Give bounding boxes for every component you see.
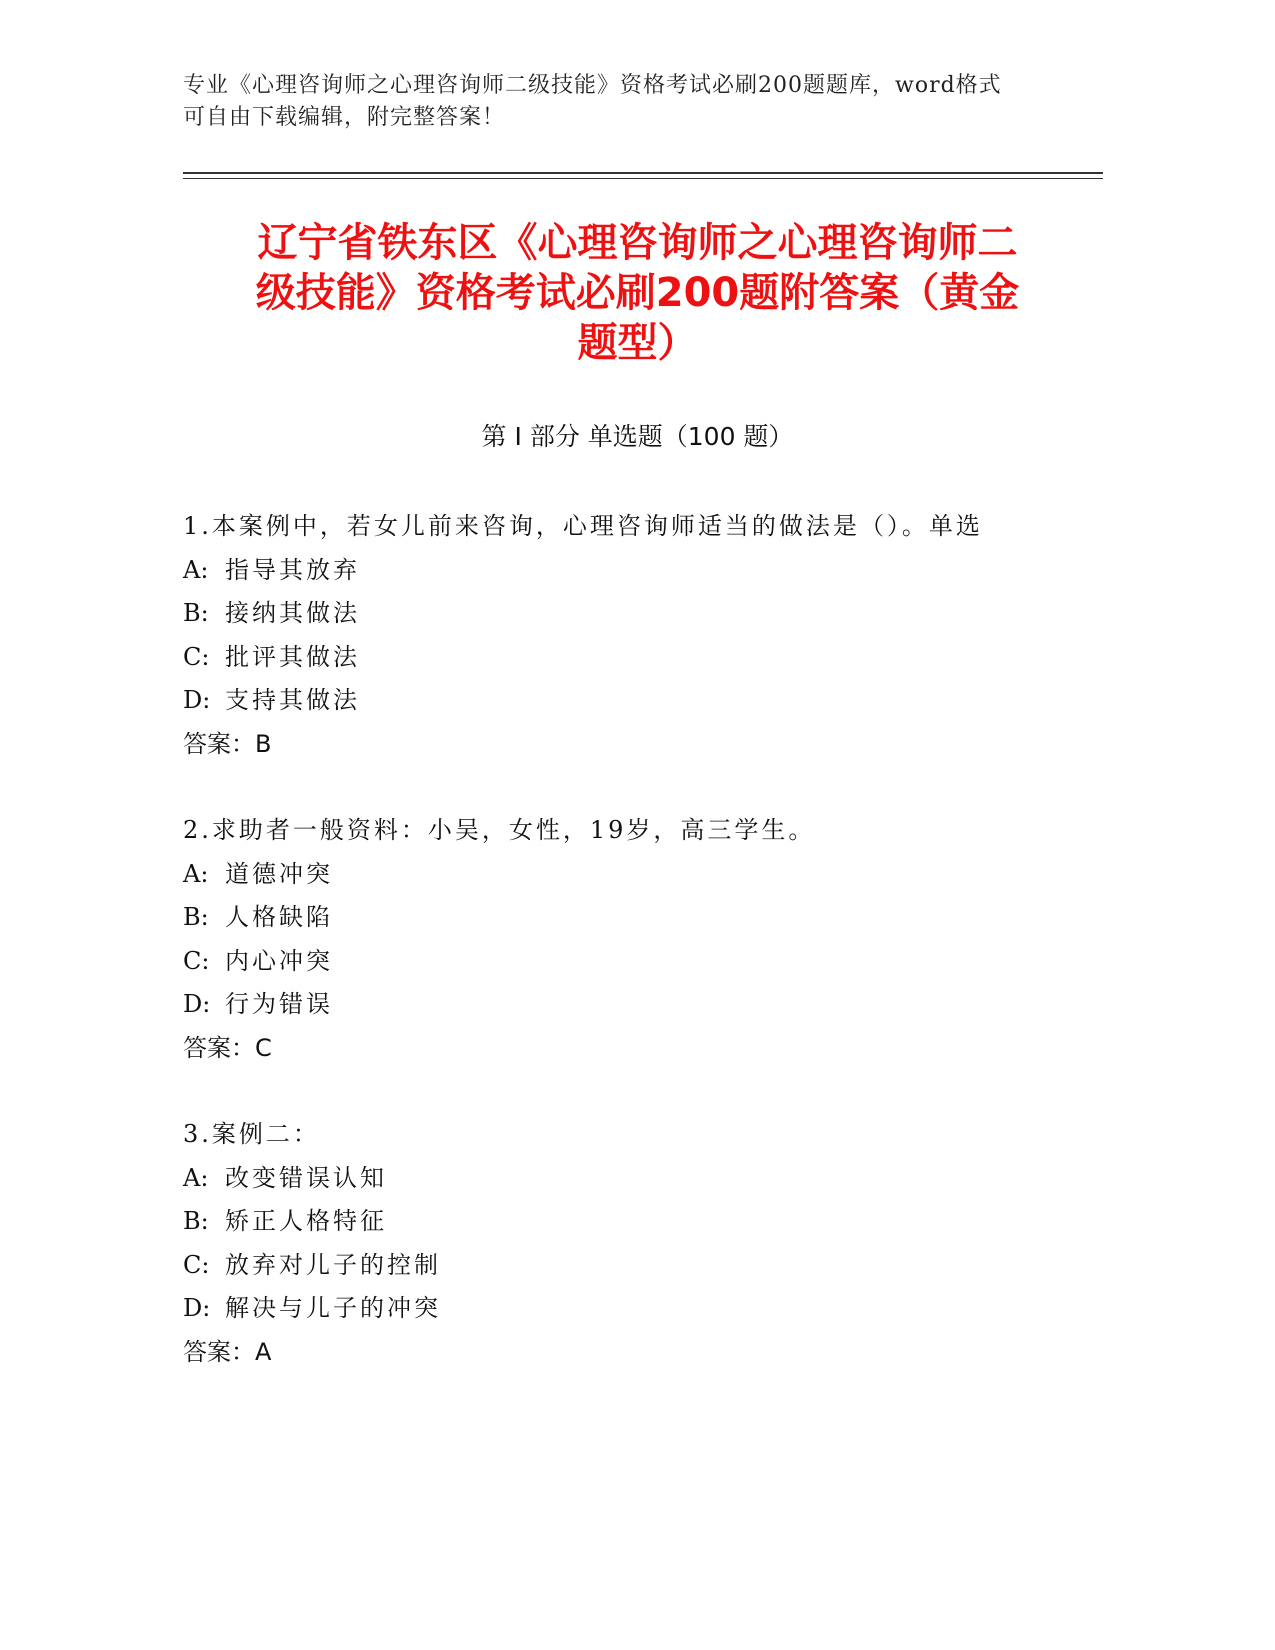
question-2	[183, 809, 1063, 1070]
option-text: 道德冲突	[225, 859, 333, 888]
option-letter: B:	[183, 903, 209, 931]
option-c	[183, 1244, 1063, 1288]
option-letter: C:	[183, 946, 210, 975]
option-letter: D:	[183, 686, 211, 714]
option-text: 行为错误	[225, 990, 333, 1018]
option-b	[183, 896, 1063, 940]
option-c	[183, 940, 1063, 984]
option-text: 指导其放弃	[225, 555, 360, 584]
option-letter: C:	[183, 642, 210, 671]
option-text: 人格缺陷	[225, 903, 333, 931]
header-divider-thick	[183, 172, 1103, 174]
question-stem: 3.案例二：	[183, 1120, 320, 1148]
option-text: 内心冲突	[225, 946, 333, 975]
option-c	[183, 636, 1063, 680]
answer-line: 答案：C	[183, 1033, 272, 1062]
answer-line: 答案：A	[183, 1337, 272, 1366]
option-d	[183, 983, 1063, 1027]
header-divider-thin	[183, 178, 1103, 179]
option-letter: B:	[183, 1207, 209, 1235]
document-title-line-3: 题型）	[577, 320, 698, 366]
option-b	[183, 1200, 1063, 1244]
option-text: 解决与儿子的冲突	[225, 1294, 441, 1322]
intro-line-1: 专业《心理咨询师之心理咨询师二级技能》资格考试必刷200题题库，word格式	[183, 73, 1002, 98]
option-text: 改变错误认知	[225, 1163, 387, 1192]
option-a	[183, 853, 1063, 897]
document-title-line-1: 辽宁省铁东区《心理咨询师之心理咨询师二	[257, 220, 1018, 266]
option-a	[183, 1157, 1063, 1201]
intro-line-2: 可自由下载编辑，附完整答案！	[183, 105, 506, 130]
document-title-line-2: 级技能》资格考试必刷200题附答案（黄金	[255, 270, 1020, 316]
option-letter: A:	[183, 859, 209, 888]
option-text: 放弃对儿子的控制	[225, 1250, 441, 1279]
document-title	[185, 218, 1090, 368]
intro-text	[183, 70, 1063, 134]
section-title: 第 I 部分 单选题（100 题）	[481, 422, 794, 451]
answer-line: 答案：B	[183, 729, 272, 758]
option-text: 接纳其做法	[225, 599, 360, 627]
option-letter: D:	[183, 1294, 211, 1322]
option-letter: A:	[183, 1163, 209, 1192]
option-b	[183, 592, 1063, 636]
question-stem: 2.求助者一般资料：小吴，女性，19岁，高三学生。	[183, 816, 816, 844]
option-text: 支持其做法	[225, 686, 360, 714]
question-list	[183, 505, 1063, 1417]
option-text: 批评其做法	[225, 642, 360, 671]
option-letter: C:	[183, 1250, 210, 1279]
option-d	[183, 679, 1063, 723]
option-a	[183, 549, 1063, 593]
question-1	[183, 505, 1063, 766]
option-d	[183, 1287, 1063, 1331]
option-letter: A:	[183, 555, 209, 584]
question-3	[183, 1113, 1063, 1374]
question-stem: 1.本案例中，若女儿前来咨询，心理咨询师适当的做法是（）。单选	[183, 512, 983, 540]
option-letter: D:	[183, 990, 211, 1018]
option-letter: B:	[183, 599, 209, 627]
option-text: 矫正人格特征	[225, 1207, 387, 1235]
